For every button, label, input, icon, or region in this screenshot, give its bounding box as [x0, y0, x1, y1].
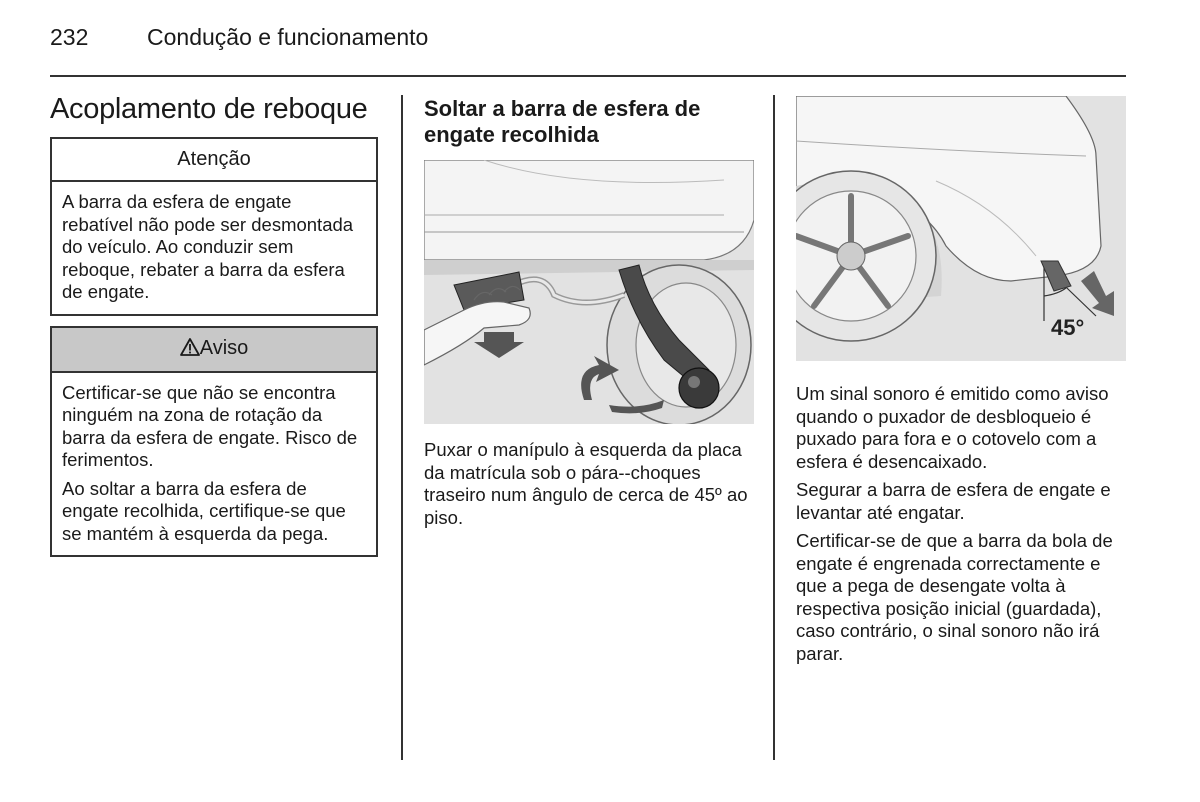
warning-body: [52, 373, 376, 556]
subsection-title: Soltar a barra de esfera de engate recolhida: [424, 96, 701, 147]
procedure-text: [796, 383, 1126, 665]
warning-paragraph: Certificar-se que não se encontra ninguém na zona de rotação da barra da esfera de engate. Risco de ferimentos.: [62, 381, 358, 470]
attention-paragraph: A barra da esfera de engate rebatível não pode ser desmontada do veículo. Ao conduzir sem reboque, rebater a barra da esfera de engate.: [62, 191, 354, 302]
column-1: [50, 93, 378, 557]
instruction-paragraph: Puxar o manípulo à esquerda da placa da matrícula sob o pára--choques traseiro num ângulo de cerca de 45º ao piso.: [424, 439, 748, 528]
attention-heading: Atenção: [52, 139, 376, 182]
warning-triangle-icon: [180, 338, 200, 362]
column-divider-2: [773, 95, 775, 760]
angle-illustration: [796, 96, 1126, 361]
chapter-title: Condução e funcionamento: [147, 24, 429, 50]
column-3: [796, 96, 1126, 671]
attention-body: [52, 182, 376, 314]
attention-box: [50, 137, 378, 316]
procedure-paragraph: Um sinal sonoro é emitido como aviso quando o puxador de desbloqueio é puxado para fora e o cotovelo com a esfera é desencaixado.: [796, 383, 1109, 472]
warning-heading-label: Aviso: [199, 336, 249, 359]
section-title: Acoplamento de reboque: [50, 93, 368, 125]
warning-heading: [52, 328, 376, 373]
warning-paragraph: Ao soltar a barra da esfera de engate recolhida, certifique-se que se mantém à esquerda da pega.: [62, 477, 346, 544]
release-handle-illustration: [424, 160, 754, 424]
page-number: 232: [50, 24, 89, 50]
column-2: [424, 96, 754, 535]
procedure-paragraph: Certificar-se de que a barra da bola de engate é engrenada correctamente e que a pega de desengate volta à respectiva posição inicial (guardada), caso contrário, o sinal sonoro não irá parar.: [796, 530, 1113, 664]
angle-label: 45°: [1051, 315, 1085, 340]
procedure-paragraph: Segurar a barra de esfera de engate e levantar até engatar.: [796, 479, 1111, 523]
header-rule: [50, 75, 1126, 77]
column-divider-1: [401, 95, 403, 760]
instruction-text: [424, 439, 754, 529]
warning-box: [50, 326, 378, 558]
